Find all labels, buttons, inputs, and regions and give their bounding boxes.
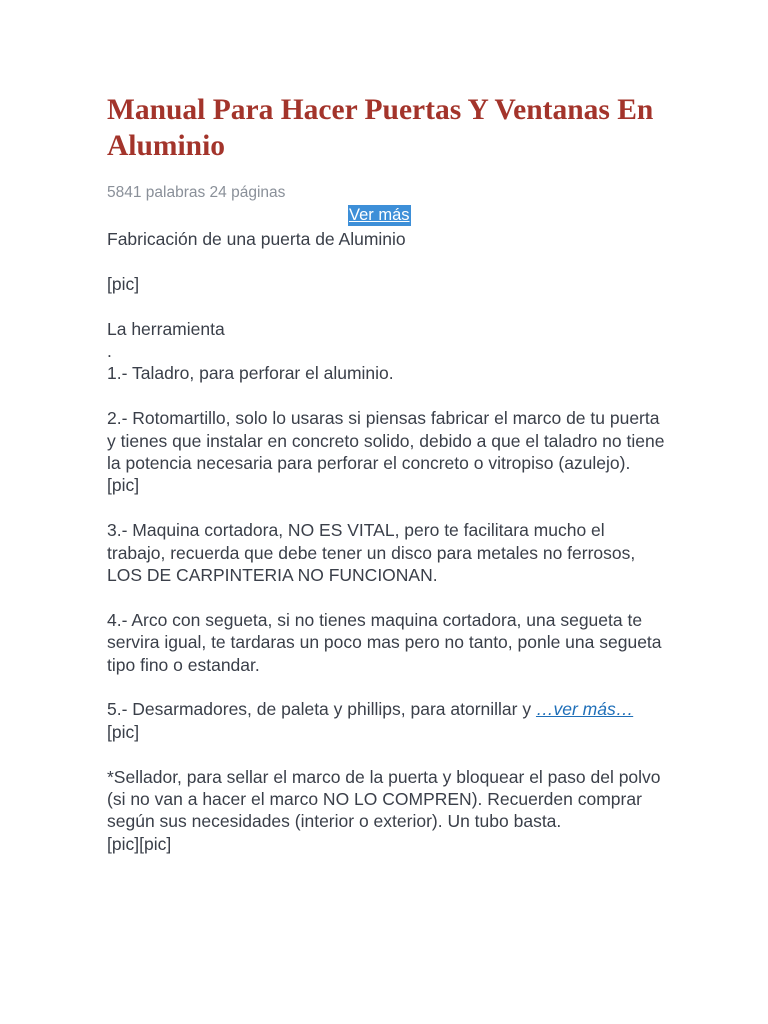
document-body [107, 228, 667, 855]
ver-mas-link[interactable]: …ver más… [535, 699, 634, 720]
paragraph-tools-title: La herramienta [107, 318, 225, 339]
paragraph-item-3: 3.- Maquina cortadora, NO ES VITAL, pero te facilitara mucho el trabajo, recuerda que debe tener un disco para metales no ferrosos, LOS DE CARPINTERIA NO FUNCIONAN. [107, 520, 636, 586]
document-title: Manual Para Hacer Puertas Y Ventanas En Aluminio [107, 94, 654, 162]
paragraph-sellador: *Sellador, para sellar el marco de la puerta y bloquear el paso del polvo (si no van a hacer el marco NO LO COMPREN). Recuerden comprar según sus necesidades (interior o exterior). Un tubo basta. [107, 766, 661, 832]
paragraph-item-5 [107, 698, 667, 720]
paragraph-dot: . [107, 341, 112, 361]
image-placeholder: [pic] [107, 721, 140, 742]
paragraph-item-2: 2.- Rotomartillo, solo lo usaras si piensas fabricar el marco de tu puerta y tienes que instalar en concreto solido, debido a que el taladro no tiene la potencia necesaria para perforar el concreto o vitropiso (azulejo). [107, 408, 665, 474]
paragraph-item-5-text: 5.- Desarmadores, de paleta y phillips, para atornillar y [107, 699, 536, 720]
image-placeholder: [pic][pic] [107, 833, 172, 854]
paragraph-item-1: 1.- Taladro, para perforar el aluminio. [107, 363, 394, 384]
image-placeholder: [pic] [107, 273, 140, 294]
paragraph-heading: Fabricación de una puerta de Aluminio [107, 229, 406, 249]
ver-mas-button[interactable]: Ver más [349, 206, 410, 224]
image-placeholder: [pic] [107, 475, 140, 496]
paragraph-item-4: 4.- Arco con segueta, si no tienes maquina cortadora, una segueta te servira igual, te tardaras un poco mas pero no tanto, ponle una segueta tipo fino o estandar. [107, 609, 662, 675]
document-meta: 5841 palabras 24 páginas [107, 184, 286, 201]
